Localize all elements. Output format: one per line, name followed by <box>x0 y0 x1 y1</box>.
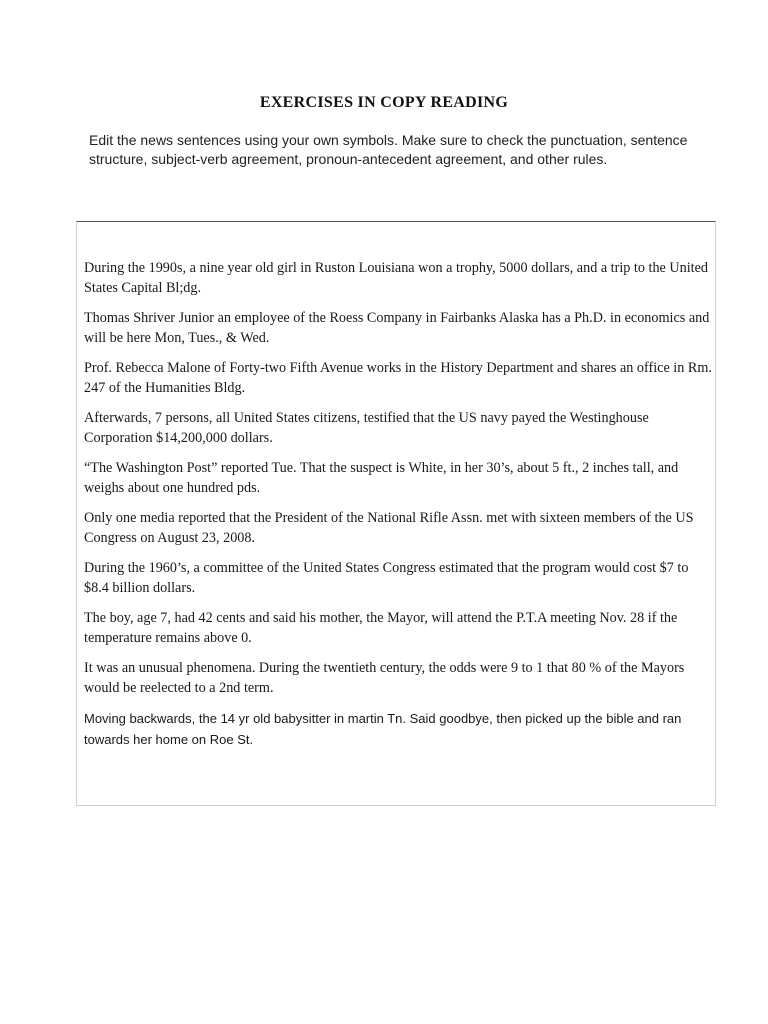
exercise-sentence-10: Moving backwards, the 14 yr old babysitter in martin Tn. Said goodbye, then picked up the bible and ran towards her home on Roe St. <box>84 711 682 747</box>
exercise-sentence-1: During the 1990s, a nine year old girl in Ruston Louisiana won a trophy, 5000 dollars, and a trip to the United States Capital Bl;dg. <box>84 260 709 296</box>
exercise-sentence-8: The boy, age 7, had 42 cents and said his mother, the Mayor, will attend the P.T.A meeting Nov. 28 if the temperature remains above 0. <box>84 610 678 646</box>
exercise-sentence-4: Afterwards, 7 persons, all United States citizens, testified that the US navy payed the Westinghouse Corporation $14,200,000 dollars. <box>84 410 649 446</box>
exercise-sentence-5: “The Washington Post” reported Tue. That the suspect is White, in her 30’s, about 5 ft., 2 inches tall, and weighs about one hundred pds. <box>84 460 679 496</box>
exercise-sentence-6: Only one media reported that the President of the National Rifle Assn. met with sixteen members of the US Congress on August 23, 2008. <box>84 510 694 546</box>
page-title: EXERCISES IN COPY READING <box>259 94 509 111</box>
exercise-sentence-7: During the 1960’s, a committee of the United States Congress estimated that the program would cost $7 to $8.4 billion dollars. <box>84 560 689 596</box>
exercise-sentence-9: It was an unusual phenomena. During the twentieth century, the odds were 9 to 1 that 80 % of the Mayors would be reelected to a 2nd term. <box>84 660 685 696</box>
exercise-sentence-3: Prof. Rebecca Malone of Forty-two Fifth Avenue works in the History Department and shares an office in Rm. 247 of the Humanities Bldg. <box>84 360 712 396</box>
sentence-list <box>84 258 712 760</box>
exercise-sentence-2: Thomas Shriver Junior an employee of the Roess Company in Fairbanks Alaska has a Ph.D. in economics and will be here Mon, Tues., & Wed. <box>84 310 710 346</box>
instructions-paragraph: Edit the news sentences using your own symbols. Make sure to check the punctuation, sentence structure, subject-verb agreement, pronoun-antecedent agreement, and other rules. <box>89 132 688 167</box>
